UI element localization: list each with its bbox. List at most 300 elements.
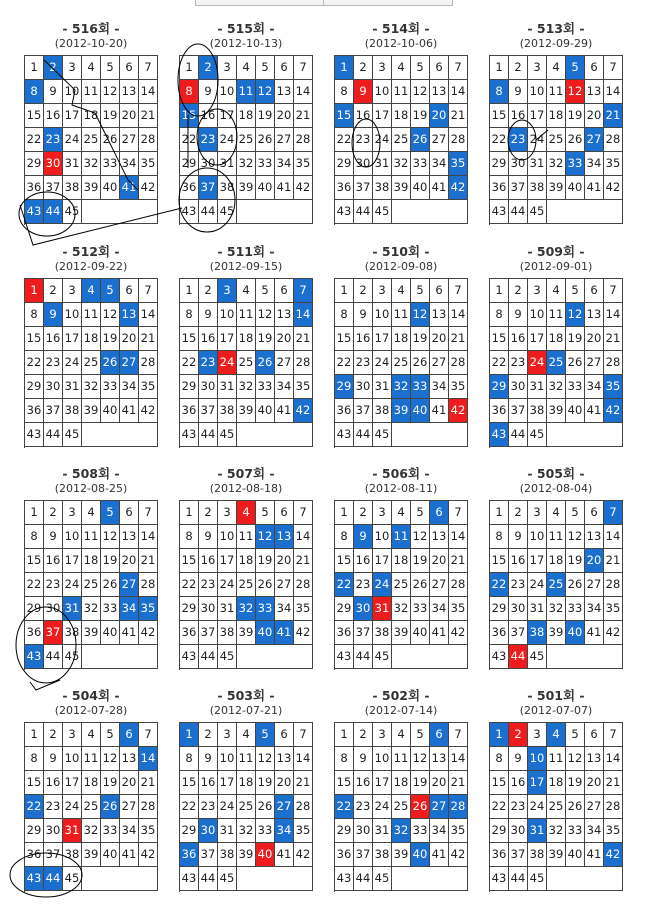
draw-title: - 515회 - (217, 21, 275, 36)
number-cell: 23 (44, 351, 63, 375)
number-cell: 41 (120, 621, 139, 645)
number-cell: 10 (63, 303, 82, 327)
number-cell: 33 (411, 819, 430, 843)
number-cell: 16 (199, 771, 218, 795)
draw-date: (2012-08-04) (519, 482, 593, 495)
number-cell: 21 (139, 327, 158, 351)
empty-cell (566, 200, 585, 224)
number-cell: 19 (256, 771, 275, 795)
number-cell: 44 (199, 200, 218, 224)
number-cell: 1 (335, 279, 354, 303)
number-cell: 42 (604, 176, 623, 200)
number-cell: 16 (509, 327, 528, 351)
empty-cell (449, 200, 468, 224)
number-cell: 26 (566, 128, 585, 152)
number-cell: 28 (294, 128, 313, 152)
number-cell: 43 (25, 645, 44, 669)
number-cell: 11 (82, 747, 101, 771)
empty-cell (294, 200, 313, 224)
number-cell: 3 (218, 56, 237, 80)
number-cell: 12 (566, 80, 585, 104)
number-cell: 12 (256, 303, 275, 327)
draw-panel (24, 465, 158, 670)
empty-cell (82, 645, 101, 669)
number-cell: 34 (585, 597, 604, 621)
number-cell: 36 (335, 399, 354, 423)
number-cell: 23 (199, 573, 218, 597)
number-cell: 25 (392, 573, 411, 597)
number-cell: 12 (101, 303, 120, 327)
empty-cell (101, 200, 120, 224)
number-cell: 22 (335, 573, 354, 597)
number-cell: 30 (44, 597, 63, 621)
number-cell: 41 (585, 843, 604, 867)
empty-cell (585, 200, 604, 224)
number-cell: 25 (392, 128, 411, 152)
number-cell: 20 (275, 327, 294, 351)
number-grid (489, 500, 623, 670)
number-cell: 39 (237, 399, 256, 423)
number-cell: 4 (392, 723, 411, 747)
number-cell: 5 (256, 279, 275, 303)
empty-cell (566, 867, 585, 891)
number-cell: 9 (354, 303, 373, 327)
number-cell: 20 (120, 549, 139, 573)
number-cell: 45 (63, 200, 82, 224)
number-cell: 43 (490, 867, 509, 891)
number-cell: 9 (354, 525, 373, 549)
number-cell: 20 (585, 327, 604, 351)
number-cell: 36 (180, 621, 199, 645)
number-cell: 5 (566, 279, 585, 303)
number-cell: 24 (373, 351, 392, 375)
number-cell: 7 (139, 56, 158, 80)
number-cell: 45 (373, 423, 392, 447)
number-cell: 1 (490, 501, 509, 525)
number-cell: 5 (566, 723, 585, 747)
number-cell: 26 (256, 128, 275, 152)
number-cell: 15 (335, 327, 354, 351)
number-cell: 37 (199, 399, 218, 423)
draw-date: (2012-10-06) (364, 37, 438, 50)
number-cell: 10 (373, 303, 392, 327)
number-cell: 26 (256, 795, 275, 819)
number-cell: 3 (528, 501, 547, 525)
number-cell: 9 (354, 747, 373, 771)
number-cell: 18 (392, 327, 411, 351)
draw-date: (2012-08-11) (364, 482, 438, 495)
number-cell: 31 (373, 597, 392, 621)
number-cell: 1 (25, 723, 44, 747)
number-cell: 2 (354, 723, 373, 747)
number-cell: 6 (275, 723, 294, 747)
number-cell: 41 (585, 621, 604, 645)
number-cell: 25 (547, 573, 566, 597)
number-cell: 43 (180, 645, 199, 669)
number-cell: 3 (63, 279, 82, 303)
number-cell: 7 (139, 279, 158, 303)
number-cell: 31 (218, 597, 237, 621)
number-cell: 19 (411, 104, 430, 128)
number-cell: 1 (490, 279, 509, 303)
number-cell: 43 (25, 423, 44, 447)
number-cell: 34 (275, 152, 294, 176)
number-cell: 39 (237, 843, 256, 867)
number-cell: 31 (218, 819, 237, 843)
number-cell: 23 (354, 795, 373, 819)
number-cell: 36 (180, 843, 199, 867)
empty-cell (120, 423, 139, 447)
number-cell: 18 (82, 104, 101, 128)
number-cell: 18 (237, 549, 256, 573)
draw-date: (2012-07-21) (209, 704, 283, 717)
empty-cell (411, 423, 430, 447)
number-cell: 2 (44, 56, 63, 80)
number-cell: 37 (44, 399, 63, 423)
number-cell: 45 (63, 645, 82, 669)
number-cell: 30 (509, 152, 528, 176)
number-cell: 18 (237, 771, 256, 795)
number-cell: 39 (82, 176, 101, 200)
number-cell: 14 (604, 303, 623, 327)
number-cell: 36 (490, 176, 509, 200)
number-cell: 39 (392, 176, 411, 200)
number-cell: 24 (373, 128, 392, 152)
number-cell: 34 (275, 597, 294, 621)
number-cell: 4 (237, 279, 256, 303)
empty-cell (101, 867, 120, 891)
number-cell: 22 (25, 573, 44, 597)
number-cell: 9 (44, 303, 63, 327)
number-cell: 44 (509, 423, 528, 447)
number-cell: 21 (139, 549, 158, 573)
number-cell: 2 (509, 279, 528, 303)
number-cell: 35 (139, 819, 158, 843)
number-cell: 22 (490, 128, 509, 152)
number-cell: 26 (411, 351, 430, 375)
number-cell: 36 (490, 621, 509, 645)
number-cell: 37 (199, 621, 218, 645)
number-cell: 39 (392, 621, 411, 645)
number-cell: 3 (373, 56, 392, 80)
number-cell: 33 (256, 819, 275, 843)
number-cell: 42 (449, 399, 468, 423)
number-cell: 29 (180, 375, 199, 399)
number-cell: 18 (82, 327, 101, 351)
number-cell: 6 (120, 723, 139, 747)
number-cell: 24 (218, 573, 237, 597)
number-cell: 42 (294, 399, 313, 423)
number-cell: 33 (566, 375, 585, 399)
empty-cell (449, 423, 468, 447)
number-grid (489, 278, 623, 448)
number-cell: 40 (256, 843, 275, 867)
number-cell: 14 (294, 747, 313, 771)
number-cell: 41 (275, 843, 294, 867)
number-cell: 14 (449, 303, 468, 327)
number-cell: 13 (120, 525, 139, 549)
number-cell: 23 (354, 128, 373, 152)
number-cell: 19 (256, 549, 275, 573)
number-cell: 41 (430, 843, 449, 867)
number-cell: 13 (430, 525, 449, 549)
number-cell: 43 (490, 645, 509, 669)
number-cell: 39 (392, 399, 411, 423)
number-cell: 33 (256, 597, 275, 621)
number-cell: 38 (528, 843, 547, 867)
number-cell: 22 (180, 573, 199, 597)
number-cell: 15 (490, 771, 509, 795)
number-cell: 32 (392, 819, 411, 843)
number-cell: 42 (604, 843, 623, 867)
number-cell: 10 (373, 80, 392, 104)
number-cell: 22 (25, 351, 44, 375)
number-cell: 7 (294, 56, 313, 80)
number-cell: 14 (449, 80, 468, 104)
empty-cell (82, 423, 101, 447)
empty-cell (256, 645, 275, 669)
empty-cell (411, 200, 430, 224)
number-cell: 5 (256, 723, 275, 747)
number-cell: 22 (335, 128, 354, 152)
number-cell: 38 (218, 621, 237, 645)
number-cell: 20 (120, 771, 139, 795)
number-cell: 15 (180, 771, 199, 795)
number-cell: 17 (218, 549, 237, 573)
number-cell: 6 (585, 723, 604, 747)
number-cell: 38 (63, 399, 82, 423)
number-cell: 21 (294, 104, 313, 128)
number-cell: 12 (411, 303, 430, 327)
number-cell: 16 (354, 771, 373, 795)
empty-cell (585, 645, 604, 669)
number-cell: 5 (101, 723, 120, 747)
number-cell: 28 (449, 573, 468, 597)
number-cell: 42 (139, 176, 158, 200)
number-cell: 26 (256, 573, 275, 597)
number-cell: 14 (294, 80, 313, 104)
number-grid (179, 278, 313, 448)
number-cell: 44 (199, 423, 218, 447)
number-cell: 9 (199, 747, 218, 771)
number-cell: 9 (509, 80, 528, 104)
number-cell: 43 (25, 200, 44, 224)
number-cell: 26 (101, 795, 120, 819)
number-cell: 40 (411, 176, 430, 200)
number-cell: 35 (449, 597, 468, 621)
number-cell: 13 (585, 747, 604, 771)
number-cell: 6 (430, 56, 449, 80)
number-cell: 14 (449, 525, 468, 549)
number-cell: 24 (218, 351, 237, 375)
number-cell: 26 (566, 351, 585, 375)
number-cell: 28 (139, 351, 158, 375)
number-cell: 42 (294, 843, 313, 867)
number-cell: 35 (604, 819, 623, 843)
number-cell: 18 (82, 549, 101, 573)
number-cell: 33 (256, 375, 275, 399)
number-cell: 32 (82, 152, 101, 176)
number-cell: 37 (354, 843, 373, 867)
number-cell: 28 (449, 351, 468, 375)
number-cell: 22 (490, 351, 509, 375)
number-cell: 43 (180, 200, 199, 224)
number-cell: 41 (430, 399, 449, 423)
number-cell: 38 (528, 621, 547, 645)
number-cell: 1 (490, 56, 509, 80)
number-cell: 24 (373, 573, 392, 597)
number-cell: 41 (275, 399, 294, 423)
number-cell: 19 (101, 771, 120, 795)
number-cell: 39 (237, 176, 256, 200)
number-cell: 34 (585, 375, 604, 399)
number-cell: 30 (44, 152, 63, 176)
number-cell: 20 (585, 771, 604, 795)
number-cell: 24 (218, 795, 237, 819)
number-cell: 4 (237, 723, 256, 747)
number-cell: 12 (411, 747, 430, 771)
number-cell: 36 (490, 399, 509, 423)
number-cell: 43 (25, 867, 44, 891)
number-cell: 20 (430, 327, 449, 351)
number-cell: 24 (63, 351, 82, 375)
number-cell: 6 (120, 501, 139, 525)
number-cell: 13 (120, 80, 139, 104)
number-cell: 6 (120, 279, 139, 303)
number-cell: 7 (294, 501, 313, 525)
number-cell: 6 (275, 56, 294, 80)
number-cell: 24 (63, 795, 82, 819)
number-cell: 10 (63, 80, 82, 104)
number-cell: 21 (294, 771, 313, 795)
draw-date: (2012-09-29) (519, 37, 593, 50)
number-grid (179, 500, 313, 670)
number-cell: 44 (509, 867, 528, 891)
number-cell: 41 (275, 176, 294, 200)
number-cell: 29 (490, 819, 509, 843)
number-cell: 3 (63, 56, 82, 80)
number-cell: 38 (218, 399, 237, 423)
number-cell: 22 (490, 573, 509, 597)
empty-cell (566, 645, 585, 669)
empty-cell (256, 200, 275, 224)
number-cell: 18 (547, 771, 566, 795)
number-cell: 14 (294, 525, 313, 549)
number-cell: 43 (335, 645, 354, 669)
number-cell: 44 (354, 200, 373, 224)
number-cell: 3 (528, 279, 547, 303)
draw-panel (334, 687, 468, 892)
number-cell: 19 (101, 549, 120, 573)
number-cell: 15 (335, 104, 354, 128)
number-cell: 4 (392, 279, 411, 303)
number-cell: 1 (180, 279, 199, 303)
number-cell: 40 (256, 176, 275, 200)
draw-panel (179, 465, 313, 670)
empty-cell (430, 423, 449, 447)
number-cell: 26 (101, 573, 120, 597)
number-cell: 30 (199, 152, 218, 176)
number-cell: 35 (449, 819, 468, 843)
draw-title: - 503회 - (217, 688, 275, 703)
number-cell: 5 (101, 501, 120, 525)
number-cell: 12 (566, 303, 585, 327)
number-cell: 33 (101, 375, 120, 399)
number-cell: 31 (63, 152, 82, 176)
number-cell: 20 (430, 771, 449, 795)
number-cell: 24 (373, 795, 392, 819)
number-cell: 10 (63, 747, 82, 771)
number-cell: 29 (335, 597, 354, 621)
number-cell: 36 (25, 176, 44, 200)
draw-title: - 512회 - (62, 244, 120, 259)
number-cell: 20 (120, 104, 139, 128)
number-cell: 7 (604, 501, 623, 525)
number-cell: 24 (528, 128, 547, 152)
number-cell: 37 (44, 176, 63, 200)
number-cell: 2 (354, 56, 373, 80)
draw-title: - 514회 - (372, 21, 430, 36)
number-cell: 32 (82, 819, 101, 843)
number-cell: 23 (199, 351, 218, 375)
number-cell: 37 (509, 176, 528, 200)
number-cell: 27 (275, 351, 294, 375)
number-cell: 45 (63, 867, 82, 891)
number-cell: 40 (101, 843, 120, 867)
draw-panel (489, 465, 623, 670)
number-cell: 27 (585, 351, 604, 375)
number-cell: 35 (294, 597, 313, 621)
number-cell: 42 (604, 621, 623, 645)
number-cell: 31 (63, 375, 82, 399)
number-cell: 8 (335, 80, 354, 104)
number-cell: 25 (237, 795, 256, 819)
number-cell: 9 (199, 525, 218, 549)
draw-date: (2012-10-13) (209, 37, 283, 50)
number-cell: 37 (354, 176, 373, 200)
number-cell: 3 (218, 279, 237, 303)
number-cell: 18 (547, 104, 566, 128)
number-cell: 41 (120, 176, 139, 200)
number-cell: 6 (585, 501, 604, 525)
number-cell: 28 (604, 351, 623, 375)
number-cell: 11 (82, 80, 101, 104)
number-cell: 21 (604, 327, 623, 351)
number-cell: 3 (373, 501, 392, 525)
empty-cell (120, 645, 139, 669)
number-cell: 27 (585, 795, 604, 819)
number-cell: 43 (180, 867, 199, 891)
number-cell: 12 (256, 80, 275, 104)
number-cell: 16 (199, 549, 218, 573)
empty-cell (392, 645, 411, 669)
number-cell: 3 (63, 723, 82, 747)
number-cell: 8 (335, 747, 354, 771)
number-cell: 39 (392, 843, 411, 867)
number-cell: 44 (44, 867, 63, 891)
draw-date: (2012-07-14) (364, 704, 438, 717)
number-cell: 8 (25, 525, 44, 549)
draw-panel (489, 20, 623, 225)
number-cell: 45 (373, 200, 392, 224)
draw-title: - 506회 - (372, 466, 430, 481)
number-cell: 32 (547, 819, 566, 843)
number-cell: 22 (180, 128, 199, 152)
draw-title: - 513회 - (527, 21, 585, 36)
number-cell: 23 (199, 128, 218, 152)
number-cell: 25 (237, 351, 256, 375)
number-cell: 3 (373, 279, 392, 303)
